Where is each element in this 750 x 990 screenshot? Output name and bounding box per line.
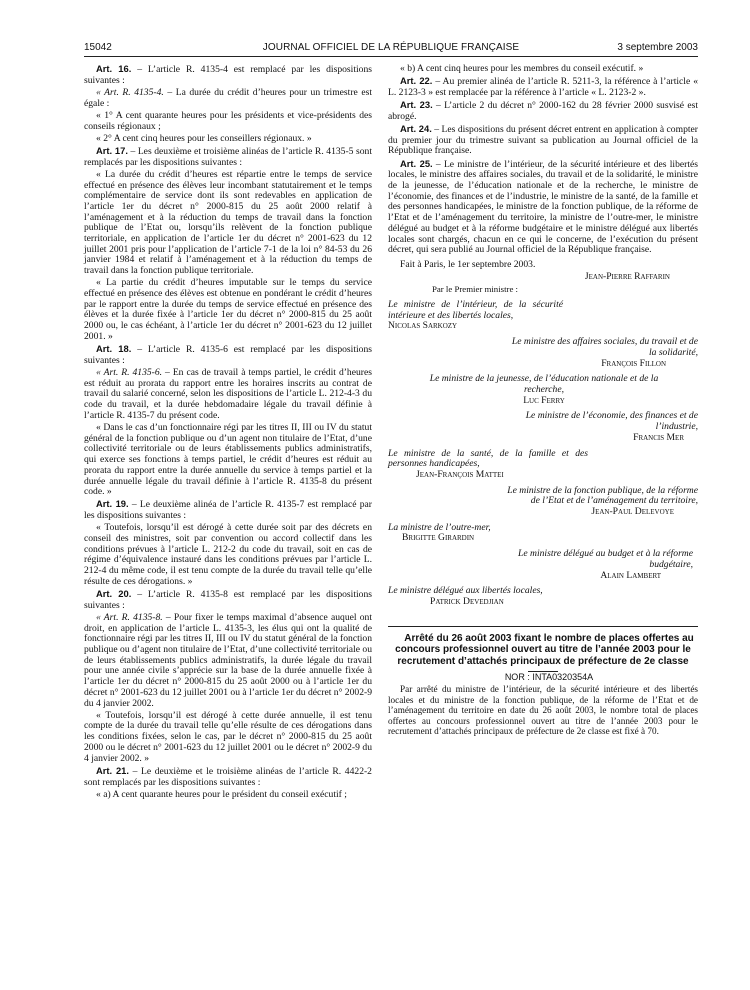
right-column (388, 64, 698, 738)
signature-block: Le ministre des affaires sociales, du travail et de la solidarité, François Fillon (511, 336, 698, 369)
article-20: Art. 20. – L’article R. 4135-8 est remplacé par les dispositions suivantes : (84, 588, 372, 611)
signature-block: Le ministre de l’intérieur, de la sécurité intérieure et des libertés locales, Nicolas Sarkozy (388, 299, 563, 332)
article-24: Art. 24. – Les dispositions du présent décret entrent en application à compter du premier jour du trimestre suivant sa publication au Journal officiel de la République française. (388, 123, 698, 157)
article-17-para: « La durée du crédit d’heures est répartie entre le temps de service effectué en présence des élèves leur incombant statutairement et le temps complémentaire de service dont ils sont redevables en application de l’article 1er du décret n° 2000-815 du 25 août 2000 relatif à l’aménagement et à la réduction du temps de travail dans la fonction publique de l’Etat ou, lorsqu’ils relèvent de la fonction publique territoriale, en application de l’article 1er du décret n° 2001-623 du 12 juillet 2001 pris pour l’application de l’article 7-1 de la loi n° 84-53 du 26 janvier 1984 et relatif à l’aménagement et à la réduction du temps de travail dans la fonction publique territoriale. (84, 168, 372, 277)
article-19-para: « Toutefois, lorsqu’il est dérogé à cette durée soit par des décrets en conseil des ministres, soit par convention ou accord collectif dans les conditions prévues à l’article L. 212-2 du code du travail, soit en cas de régime d’équivalence instauré dans les conditions prévues par l’article L. 212-4 du même code, il est tenu compte de la durée du travail telle qu’elle résulte de ces dérogations. » (84, 522, 372, 587)
article-16-para: « Art. R. 4135-4. – La durée du crédit d’heures pour un trimestre est égale : (84, 86, 372, 109)
signature-block: Le ministre délégué au budget et à la réforme budgétaire, Alain Lambert (518, 548, 693, 581)
article-22: Art. 22. – Au premier alinéa de l’article R. 5211-3, la référence à l’article « L. 2123-3 » est remplacée par la référence à l’article « L. 2123-2 ». (388, 75, 698, 98)
article-23: Art. 23. – L’article 2 du décret n° 2000-162 du 28 février 2000 susvisé est abrogé. (388, 99, 698, 122)
article-18-para: « Dans le cas d’un fonctionnaire régi par les titres II, III ou IV du statut général de la fonction publique ou d’un agent non titulaire de l’Etat, d’une collectivité territoriale ou de leurs établissements publics administratifs, qui exerce ses fonctions à temps partiel, le crédit d’heures est réduit au prorata du rapport entre la durée annuelle du service à temps partiel et la durée annuelle légale du travail définie à l’article R. 4135-8 du présent code. » (84, 422, 372, 498)
article-21-para: « a) A cent quarante heures pour le président du conseil exécutif ; (96, 788, 347, 800)
article-18-para: « Art. R. 4135-6. – En cas de travail à temps partiel, le crédit d’heures est réduit au prorata du rapport entre les horaires inscrits au contrat de travail du salarié concerné, selon les dispositions de l’article L. 212-4-3 du code du travail, et la durée hebdomadaire légale du travail définie à l’article R. 4135-7 du présent code. (84, 366, 372, 421)
article-21: Art. 21. – Le deuxième et le troisième alinéas de l’article R. 4422-2 sont remplacés par les dispositions suivantes : (84, 764, 372, 788)
article-21-para: « b) A cent cinq heures pour les membres du conseil exécutif. » (400, 63, 644, 74)
article-19: Art. 19. – Le deuxième alinéa de l’article R. 4135-7 est remplacé par les dispositions suivantes : (84, 498, 372, 522)
page-header (84, 38, 698, 54)
signing-place-date: Fait à Paris, le 1er septembre 2003. (400, 258, 536, 270)
signature-block: Le ministre de l’économie, des finances et de l’industrie, Francis Mer (525, 410, 698, 443)
prime-minister-name: Jean-Pierre Raffarin (584, 271, 670, 283)
signature-block: Le ministre délégué aux libertés locales, Patrick Devedjian (388, 585, 543, 607)
left-column (84, 64, 372, 802)
arrete-title: Arrêté du 26 août 2003 fixant le nombre de places offertes au concours professionnel ouvert au titre de l’année 2003 pour le recrutement d’attachés principaux de préfecture de 2e classe (395, 632, 694, 667)
article-25: Art. 25. – Le ministre de l’intérieur, de la sécurité intérieure et des libertés locales, le ministre des affaires sociales, du travail et de la solidarité, le ministre de la jeunesse, de l’éducation nationale et de la recherche, le ministre de l’économie, des finances et de l’industrie, le ministre de la santé, de la famille et des personnes handicapées, le ministre de la fonction publique, de la réforme de l’Etat et de l’aménagement du territoire, la ministre de l’outre-mer, le ministre délégué au budget et à la réforme budgétaire et le ministre délégué aux libertés locales sont chargés, chacun en ce qui le concerne, de l’exécution du présent décret, qui sera publié au Journal officiel de la République française. (388, 157, 698, 256)
article-16-para: « 2° A cent cinq heures pour les conseillers régionaux. » (96, 132, 312, 144)
section-separator (388, 626, 698, 627)
publication-date: 3 septembre 2003 (617, 42, 698, 53)
par-le-premier-ministre: Par le Premier ministre : (432, 284, 518, 295)
signature-block: Le ministre de la fonction publique, de la réforme de l’Etat et de l’aménagement du territoire, Jean-Paul Delevoye (507, 484, 698, 518)
article-17-para: « La partie du crédit d’heures imputable sur le temps du service effectué en présence des élèves est obtenue en pondérant le crédit d’heures par le rapport entre la durée du temps de service effectué en présence des élèves et la durée fixée à l’article 1er du décret n° 2000-815 du 25 août 2000 ou, le cas échéant, à l’article 1er du décret n° 2001-623 du 12 juillet 2001. » (84, 277, 372, 342)
header-rule (84, 56, 698, 57)
article-16-para: « 1° A cent quarante heures pour les présidents et vice-présidents des conseils régionaux ; (84, 109, 372, 132)
article-18: Art. 18. – L’article R. 4135-6 est remplacé par les dispositions suivantes : (84, 343, 372, 366)
arrete-body: Par arrêté du ministre de l’intérieur, de la sécurité intérieure et des libertés locales et du ministre de la fonction publique, de la réforme de l’Etat et de l’aménagement du territoire en date du 26 août 2003, le nombre total de places offertes au concours professionnel ouvert au titre de l’année 2003 pour le recrutement d’attachés principaux de préfecture de 2e classe est fixé à 70. (388, 684, 698, 736)
signature-block: Le ministre de la santé, de la famille et des personnes handicapées, Jean-François Mattei (388, 447, 588, 480)
signature-block: La ministre de l’outre-mer, Brigitte Girardin (388, 521, 491, 544)
page-number: 15042 (84, 42, 112, 53)
signature-block: Le ministre de la jeunesse, de l’éducation nationale et de la recherche, Luc Ferry (429, 373, 659, 406)
article-20-para: « Art. R. 4135-8. – Pour fixer le temps maximal d’absence auquel ont droit, en application de l’article L. 4135-3, les élus qui ont la qualité de fonctionnaire régi par les titres II, III ou IV du statut général de la fonction publique ou d’agent non titulaire de l’Etat, d’une collectivité territoriale ou de leurs établissements publics administratifs, la durée légale du travail pour une année civile s’apprécie sur la base de la durée annuelle fixée à l’article 1er du décret n° 2000-815 du 25 août 2000 ou à l’article 1er du décret n° 2001-623 du 12 juillet 2001 ou à l’article 1er du décret n° 2002-9 du 4 janvier 2002. (84, 611, 372, 709)
nor-reference: NOR : INTA0320354A (504, 672, 594, 683)
journal-title: JOURNAL OFFICIEL DE LA RÉPUBLIQUE FRANÇAISE (262, 42, 520, 53)
article-20-para: « Toutefois, lorsqu’il est dérogé à cette durée annuelle, il est tenu compte de la durée du travail telle qu’elle résulte de ces dérogations dans les conditions fixées, selon le cas, par le décret n° 2000-815 du 25 août 2000 ou le décret n° 2001-623 du 12 juillet 2001 ou le décret n° 2002-9 du 4 janvier 2002. » (84, 709, 372, 764)
article-16: Art. 16. – L’article R. 4135-4 est remplacé par les dispositions suivantes : (84, 63, 372, 86)
article-17: Art. 17. – Les deuxième et troisième alinéas de l’article R. 4135-5 sont remplacés par les dispositions suivantes : (84, 144, 372, 168)
